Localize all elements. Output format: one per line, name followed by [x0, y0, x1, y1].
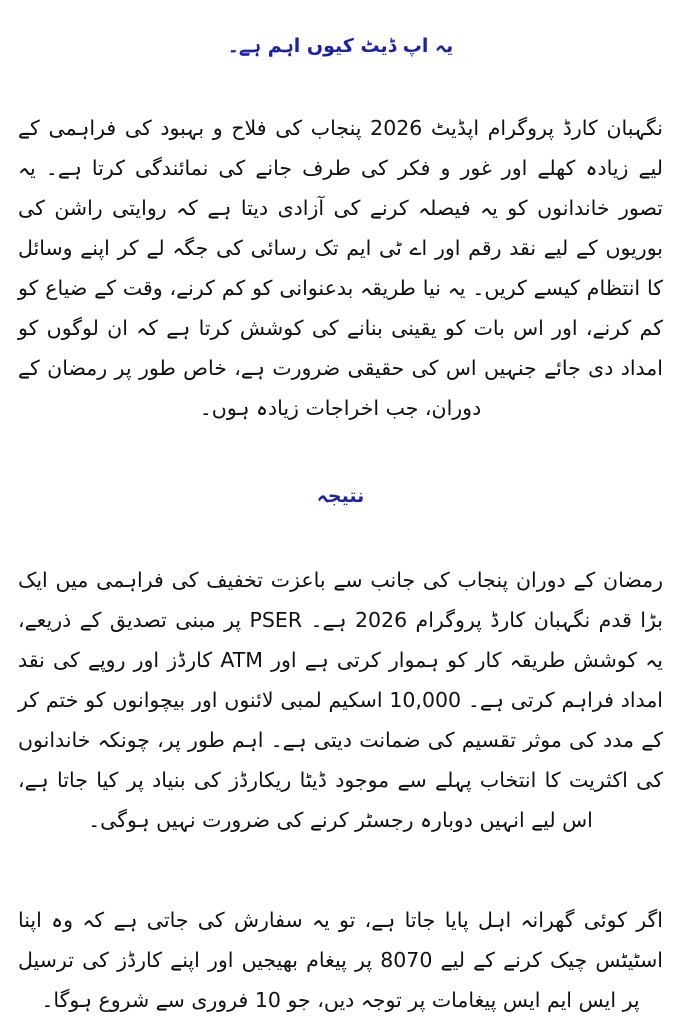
section-heading-conclusion: نتیجہ: [316, 485, 365, 507]
conclusion-paragraph-1: رمضان کے دوران پنجاب کی جانب سے باعزت تخفیف کی فراہمی میں ایک بڑا قدم نگہبان کارڈ پروگرام 2026 ہے۔ PSER پر مبنی تصدیق کے ذریعے، یہ کوشش طریقہ کار کو ہموار کرتی ہے اور ATM کارڈز اور روپے کی نقد امداد فراہم کرتی ہے۔ 10,000 اسکیم لمبی لائنوں اور بیچوانوں کو ختم کر کے مدد کی موثر تقسیم کی ضمانت دیتی ہے۔ اہم طور پر، چونکہ خاندانوں کی اکثریت کا انتخاب پہلے سے موجود ڈیٹا ریکارڈز کی بنیاد پر کیا جاتا ہے، اس لیے انہیں دوبارہ رجسٹر کرنے کی ضرورت نہیں ہوگی۔: [18, 568, 663, 832]
conclusion-paragraph-2: اگر کوئی گھرانہ اہل پایا جاتا ہے، تو یہ سفارش کی جاتی ہے کہ وہ اپنا اسٹیٹس چیک کرنے کے لیے 8070 پر پیغام بھیجیں اور اپنے کارڈز کی ترسیل پر ایس ایم ایس پیغامات پر توجہ دیں، جو 10 فروری سے شروع ہوگا۔: [18, 908, 663, 1012]
section-heading-why-important: یہ اپ ڈیٹ کیوں اہم ہے۔: [227, 35, 454, 57]
section-paragraph-why-important: نگہبان کارڈ پروگرام اپڈیٹ 2026 پنجاب کی فلاح و بہبود کی فراہمی کے لیے زیادہ کھلے اور غور و فکر کی طرف جانے کی نمائندگی کرتا ہے۔ یہ تصور خاندانوں کو یہ فیصلہ کرنے کی آزادی دیتا ہے کہ روایتی راشن کی بوریوں کے لیے نقد رقم اور اے ٹی ایم تک رسائی کی جگہ لے کر اپنے وسائل کا انتظام کیسے کریں۔ یہ نیا طریقہ بدعنوانی کو کم کرنے، وقت کے ضیاع کو کم کرنے، اور اس بات کو یقینی بنانے کی کوشش کرتا ہے کہ ان لوگوں کو امداد دی جائے جنہیں اس کی حقیقی ضرورت ہے، خاص طور پر رمضان کے دوران، جب اخراجات زیادہ ہوں۔: [18, 116, 663, 420]
